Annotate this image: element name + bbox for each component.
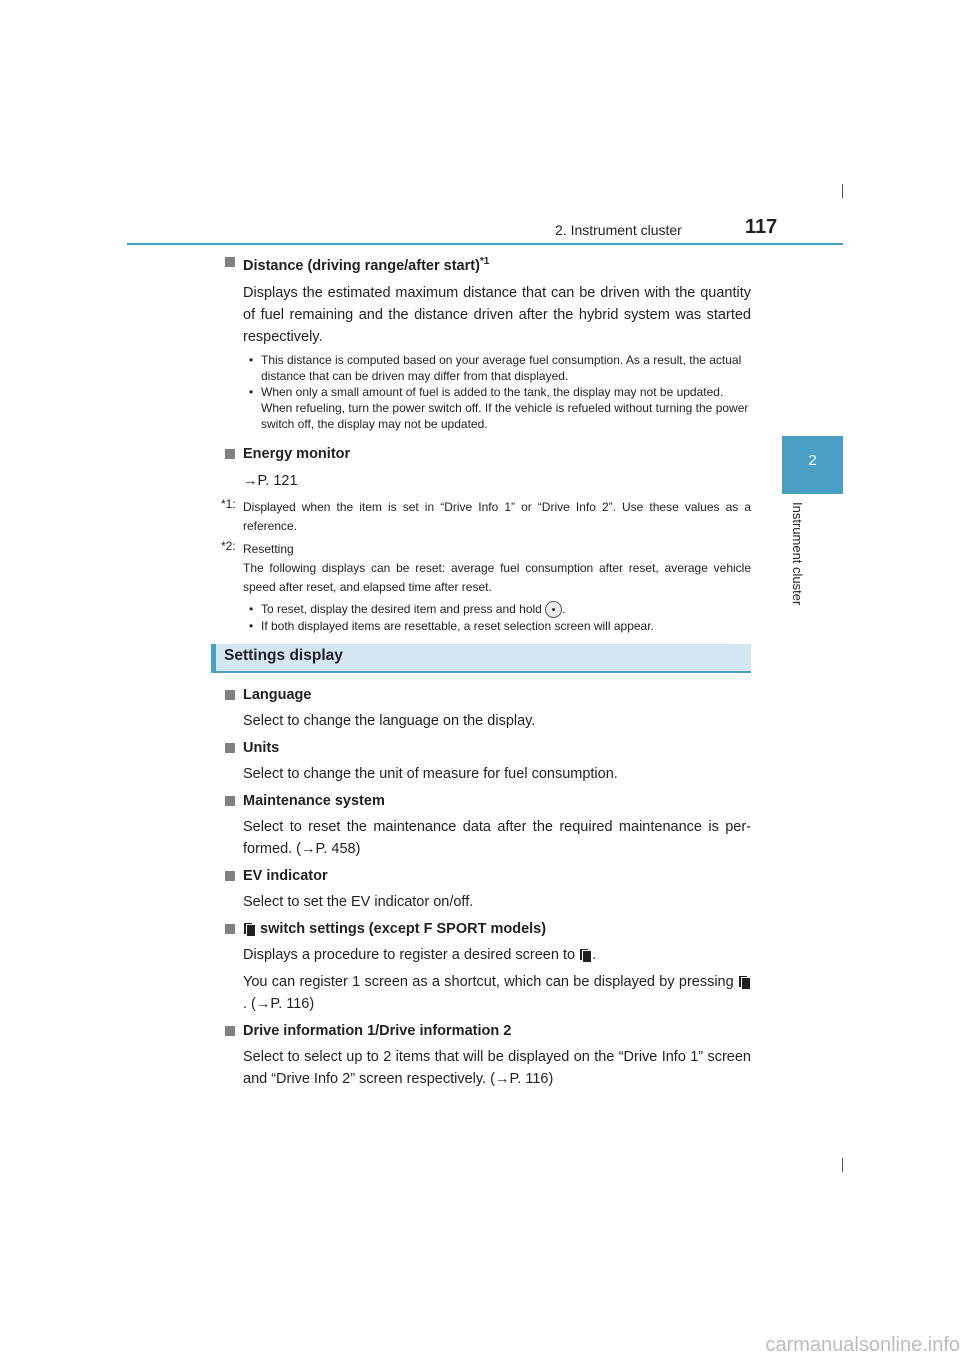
square-bullet-icon: [225, 796, 235, 806]
select-button-icon: [545, 601, 562, 618]
footnote-2-title: *2: Resetting: [221, 538, 294, 556]
section-title: 2. Instrument cluster: [555, 222, 682, 238]
units-heading: Units: [211, 738, 751, 758]
footnote-2-text: The following displays can be reset: average fuel consumption after reset, average vehicle speed after reset, and elapsed time after reset.: [243, 560, 751, 594]
display-switch-icon: [738, 975, 751, 989]
chapter-tab-label: Instrument cluster: [790, 502, 805, 606]
chapter-tab[interactable]: 2: [782, 436, 843, 494]
note-continuation: When refueling, turn the power switch off. If the vehicle is refueled without turning the power switch off, the display may not be updated.: [261, 400, 749, 431]
units-body: Select to change the unit of measure for fuel consumption.: [243, 766, 618, 783]
distance-body: Displays the estimated maximum distance that can be driven with the quantity of fuel remaining and the distance driven after the hybrid system was started respectively.: [243, 284, 751, 345]
language-heading: Language: [211, 685, 751, 705]
ev-body: Select to set the EV indicator on/off.: [243, 894, 474, 911]
footnote-ref[interactable]: *1: [479, 256, 490, 267]
crop-mark-top: [842, 184, 843, 198]
ev-heading: EV indicator: [211, 866, 751, 886]
square-bullet-icon: [225, 449, 235, 459]
note-item: • When only a small amount of fuel is added to the tank, the display may not be updated.: [249, 384, 724, 399]
display-switch-icon: [579, 948, 592, 962]
crop-mark-bottom: [842, 1158, 843, 1172]
drive-info-heading: Drive information 1/Drive information 2: [211, 1021, 751, 1041]
switch-heading: switch settings (except F SPORT models): [211, 919, 751, 939]
square-bullet-icon: [225, 871, 235, 881]
watermark: carmanualsonline.info: [765, 1334, 960, 1356]
square-bullet-icon: [225, 257, 235, 267]
distance-heading: Distance (driving range/after start)$^{*1}$: [211, 252, 751, 276]
square-bullet-icon: [225, 690, 235, 700]
reset-note: • To reset, display the desired item and press and hold .: [211, 601, 751, 618]
display-switch-icon: [243, 922, 256, 936]
language-body: Select to change the language on the display.: [243, 713, 536, 730]
distance-notes: [211, 352, 751, 432]
footnotes: [211, 498, 751, 634]
switch-body-2: You can register 1 screen as a shortcut, which can be displayed by pressing . (→P. 116): [211, 971, 751, 1015]
square-bullet-icon: [225, 743, 235, 753]
note-item: • This distance is computed based on your average fuel consumption. As a result, the actual distance that can be driven may differ from that displayed.: [249, 352, 742, 383]
page-content: [211, 252, 751, 1090]
energy-ref[interactable]: →P. 121: [243, 472, 298, 489]
drive-info-body: Select to select up to 2 items that will be displayed on the “Drive Info 1” screen and “Drive Info 2” screen respectively. (→P. 116): [243, 1049, 751, 1088]
footnote-1: *1: Displayed when the item is set in “Drive Info 1” or “Drive Info 2”. Use these values as a reference.: [221, 496, 751, 533]
switch-body-1: Displays a procedure to register a desired screen to .: [243, 947, 597, 964]
settings-section-header: Settings display: [211, 644, 751, 673]
header-rule: [127, 243, 843, 245]
square-bullet-icon: [225, 924, 235, 934]
maintenance-body: Select to reset the maintenance data after the required maintenance is per-formed. (→P. 458): [243, 819, 751, 858]
maintenance-heading: Maintenance system: [211, 791, 751, 811]
square-bullet-icon: [225, 1026, 235, 1036]
page-number: 117: [745, 216, 778, 238]
energy-heading: Energy monitor: [211, 444, 751, 464]
reset-note: • If both displayed items are resettable, a reset selection screen will appear.: [249, 619, 654, 634]
